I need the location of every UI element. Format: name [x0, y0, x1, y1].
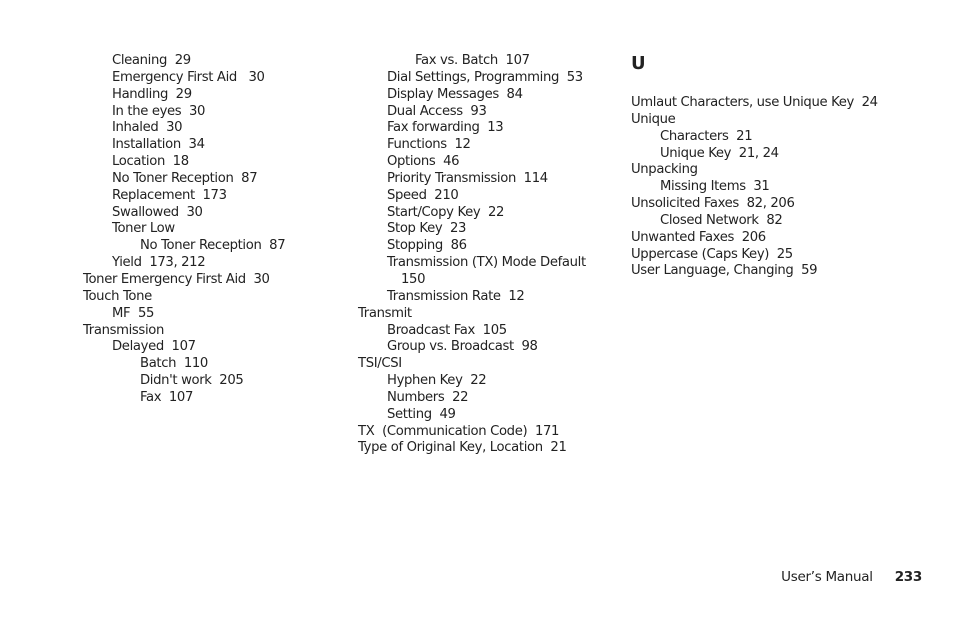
index-entry: [358, 104, 613, 121]
index-entry: [83, 238, 338, 255]
index-entry: [358, 373, 613, 390]
index-entry: [83, 323, 338, 340]
index-entry-text: Uppercase (Caps Key) 25: [631, 246, 793, 262]
index-entry: [358, 137, 613, 154]
index-entry: [83, 188, 338, 205]
index-entry: [631, 129, 931, 146]
index-entry-text: Functions 12: [387, 137, 471, 153]
index-entry: [83, 390, 338, 407]
index-entry: [358, 339, 613, 356]
index-entry: [83, 87, 338, 104]
index-entry-text: Unpacking: [631, 162, 698, 178]
index-entry-text: MF 55: [112, 305, 155, 321]
index-entry-text: Cleaning 29: [112, 53, 191, 68]
index-entry-text: No Toner Reception 87: [112, 170, 258, 186]
index-entry-text: Unique Key 21, 24: [660, 145, 779, 161]
index-entry-text: TX (Communication Code) 171: [358, 423, 560, 439]
index-entry-text: Group vs. Broadcast 98: [387, 339, 538, 355]
index-entry-text: Closed Network 82: [660, 212, 783, 228]
index-entry-text: Type of Original Key, Location 21: [358, 440, 567, 456]
index-entry-text: Delayed 107: [112, 339, 196, 355]
index-entry: [83, 70, 338, 87]
index-entry-text: Yield 173, 212: [112, 255, 206, 271]
index-entry: [83, 205, 338, 222]
index-entry: [83, 272, 338, 289]
index-entry-text: Dial Settings, Programming 53: [387, 69, 583, 85]
index-entry: [358, 221, 613, 238]
index-entry-text: Stop Key 23: [387, 221, 467, 237]
index-entry: [631, 162, 931, 179]
index-column-2: [358, 53, 613, 457]
index-entry-text: Toner Emergency First Aid 30: [83, 271, 270, 287]
index-entry-text: Umlaut Characters, use Unique Key 24: [631, 95, 878, 110]
index-entry-text: TSI/CSI: [358, 356, 402, 372]
index-entry-text: Broadcast Fax 105: [387, 322, 507, 338]
index-entry: [358, 356, 613, 373]
index-entry: [358, 53, 613, 70]
index-entry-text: Toner Low: [112, 221, 175, 237]
index-entry: [83, 306, 338, 323]
index-entry-text: Start/Copy Key 22: [387, 204, 505, 220]
index-entry: [358, 205, 613, 222]
index-entry-text: User Language, Changing 59: [631, 263, 818, 279]
index-entry: [631, 95, 931, 112]
index-entry-text: Missing Items 31: [660, 179, 770, 195]
index-entry-text: Installation 34: [112, 137, 205, 153]
index-entry-text: Characters 21: [660, 128, 753, 144]
index-entry-text: Swallowed 30: [112, 204, 203, 220]
index-entry: [83, 339, 338, 356]
index-entry: [83, 120, 338, 137]
index-entry: [358, 120, 613, 137]
index-entry: [358, 306, 613, 323]
index-entry: [83, 373, 338, 390]
manual-title: User’s Manual: [781, 569, 873, 585]
index-entry: [358, 188, 613, 205]
index-entry-text: Options 46: [387, 154, 460, 170]
index-entry: [631, 179, 931, 196]
index-entry-text: Dual Access 93: [387, 103, 487, 119]
index-entry-text: Location 18: [112, 154, 189, 170]
index-entry-text: No Toner Reception 87: [140, 238, 286, 254]
index-entry: [631, 112, 931, 129]
index-entry: [358, 424, 613, 441]
index-entry-text: Emergency First Aid 30: [112, 69, 265, 85]
index-entry: [358, 238, 613, 255]
index-entry-text: Fax vs. Batch 107: [415, 53, 530, 68]
index-entry-text: In the eyes 30: [112, 103, 206, 119]
index-entry: [631, 230, 931, 247]
index-entry-text: Inhaled 30: [112, 120, 183, 136]
index-entry-text: Transmission Rate 12: [387, 288, 525, 304]
page-footer: [781, 569, 922, 585]
index-entry-text: Transmission (TX) Mode Default: [387, 255, 586, 271]
index-entry-text: Numbers 22: [387, 389, 469, 405]
index-entry: [83, 53, 338, 70]
index-entry: [358, 255, 613, 289]
page-number: 233: [894, 569, 922, 585]
index-entry: [358, 440, 613, 457]
index-entry: [631, 247, 931, 264]
index-entry: [358, 323, 613, 340]
index-entry: [83, 154, 338, 171]
index-entry-text: Stopping 86: [387, 238, 467, 254]
index-entry-text: Priority Transmission 114: [387, 170, 548, 186]
index-entry: [631, 213, 931, 230]
index-entry-text: Unsolicited Faxes 82, 206: [631, 196, 795, 212]
index-entry-text: Replacement 173: [112, 187, 227, 203]
index-entry: [83, 171, 338, 188]
index-entry: [358, 87, 613, 104]
index-entry: [358, 154, 613, 171]
index-entry-text: Batch 110: [140, 356, 208, 372]
section-letter: U: [631, 53, 646, 74]
index-entry-text: Display Messages 84: [387, 86, 523, 102]
index-entry-text: Handling 29: [112, 86, 192, 102]
index-entry-text: Transmit: [358, 305, 412, 321]
index-entry: [358, 407, 613, 424]
index-entry-text: Didn't work 205: [140, 373, 244, 389]
index-entry: [358, 289, 613, 306]
index-entry-text: Touch Tone: [83, 288, 152, 304]
index-entry: [358, 390, 613, 407]
index-entry-text: Transmission: [83, 322, 164, 338]
index-entry: [358, 70, 613, 87]
index-entry: [83, 137, 338, 154]
index-entry: [83, 104, 338, 121]
index-entry-text: Fax forwarding 13: [387, 120, 504, 136]
index-entry-text: Fax 107: [140, 389, 194, 405]
index-entry-text: Hyphen Key 22: [387, 373, 487, 389]
index-entry-text: Speed 210: [387, 187, 459, 203]
index-entry: [83, 289, 338, 306]
index-entry-continuation: 150: [401, 271, 426, 287]
index-entry: [631, 263, 931, 280]
index-entry: [83, 221, 338, 238]
index-column-1: [83, 53, 338, 407]
index-entry: [631, 146, 931, 163]
index-entry: [631, 196, 931, 213]
index-entry: [83, 356, 338, 373]
index-column-3: [631, 53, 931, 280]
index-entry-text: Unwanted Faxes 206: [631, 229, 766, 245]
index-entry-text: Setting 49: [387, 406, 456, 422]
index-entry-text: Unique: [631, 111, 676, 127]
index-entry: [83, 255, 338, 272]
index-entry: [358, 171, 613, 188]
